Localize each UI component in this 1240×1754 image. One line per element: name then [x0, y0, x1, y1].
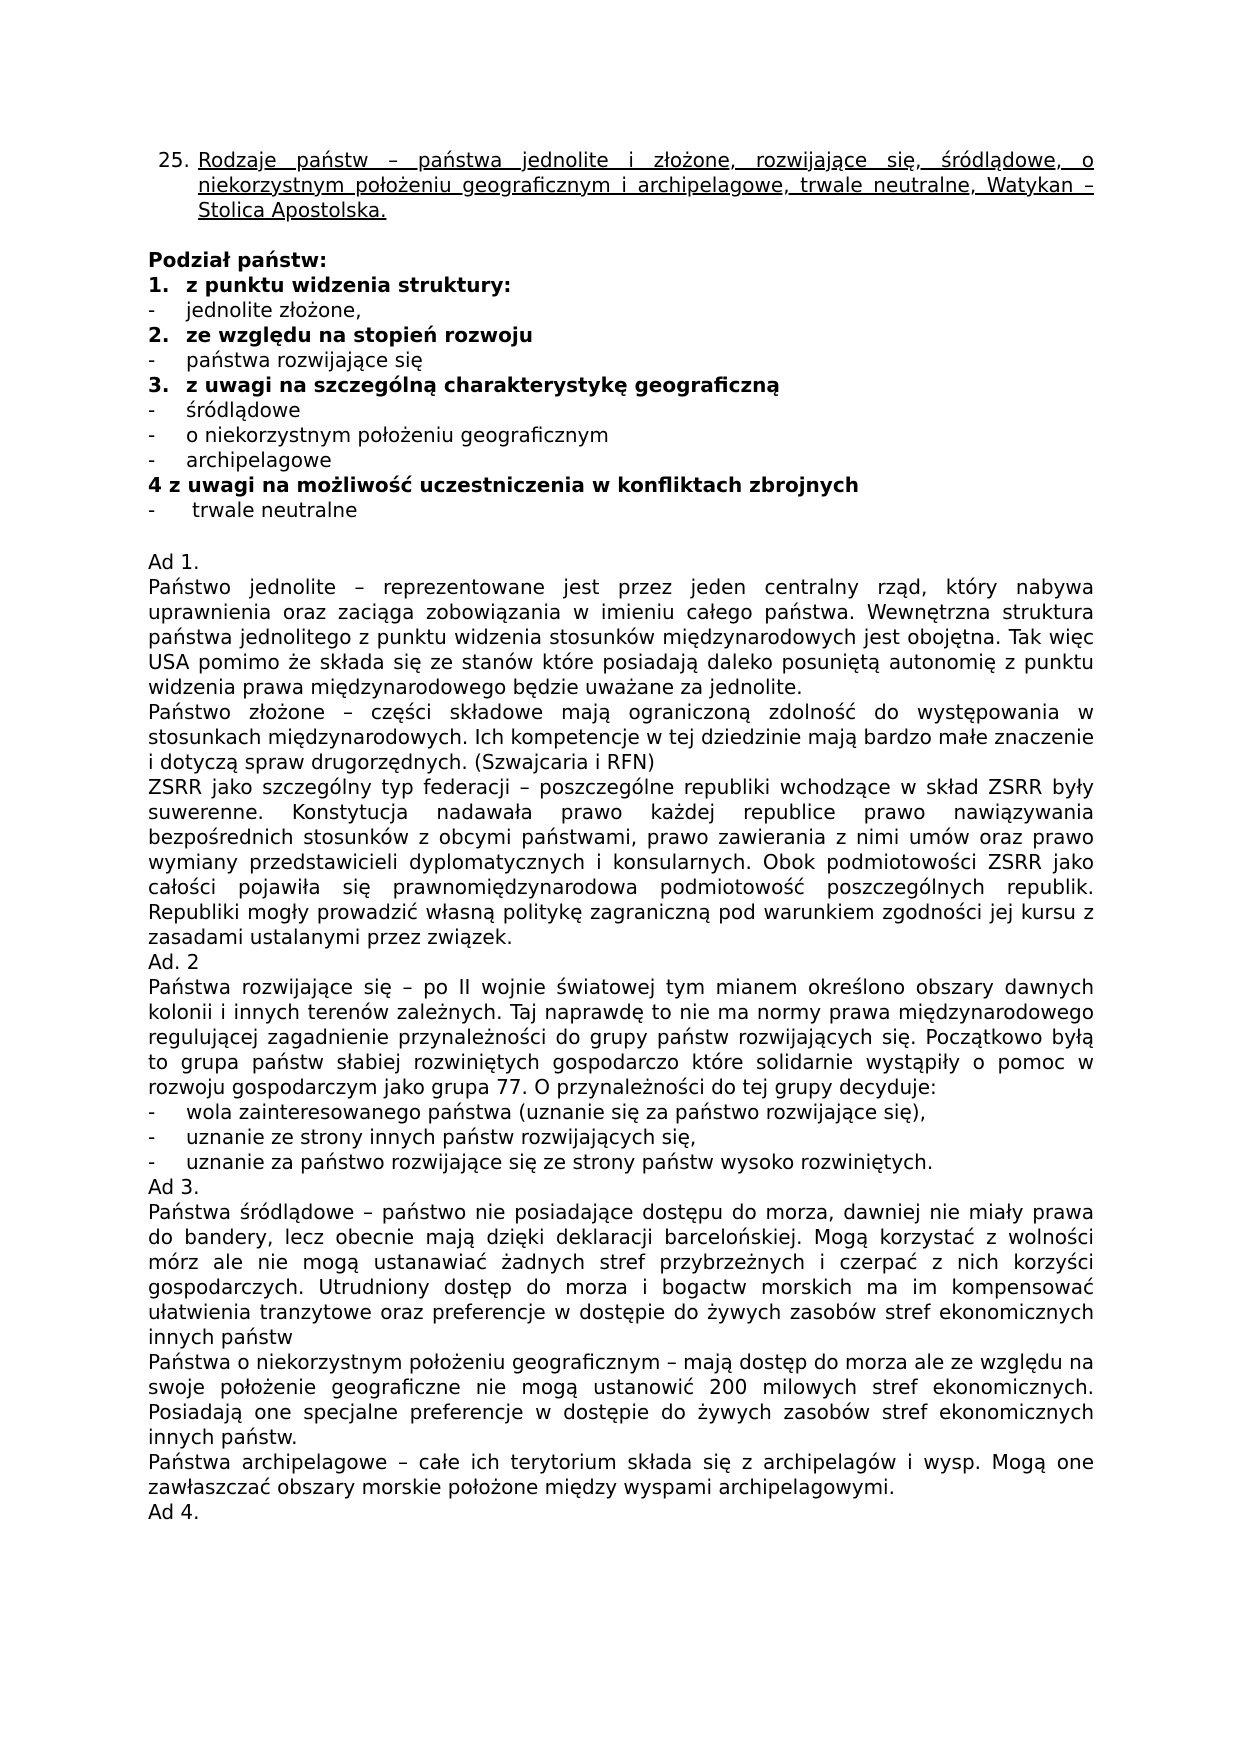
item-label: archipelagowe [186, 448, 332, 472]
paragraph: Państwa śródlądowe – państwo nie posiadające dostępu do morza, dawniej nie miały prawa do bandery, lecz obecnie mają dzięki deklaracji barcelońskiej. Mogą korzystać z wolności mórz ale nie mogą ustanawiać żadnych stref przybrzeżnych i czerpać z nich korzyści gospodarczych. Utrudniony dostęp do morza i bogactw morskich ma im kompensować ułatwienia tranzytowe oraz preferencje w dostępie do żywych zasobów stref ekonomicznych innych państw [148, 1200, 1094, 1349]
ad-heading-1: Ad 1. [148, 550, 200, 574]
item-label: państwa rozwijające się [186, 348, 423, 372]
dash-marker: - [148, 1125, 156, 1149]
list-item-text: uznanie ze strony innych państw rozwijających się, [186, 1125, 697, 1149]
category-marker: 2. [148, 323, 170, 347]
list-item-text: wola zainteresowanego państwa (uznanie się za państwo rozwijające się), [186, 1100, 926, 1124]
outline-item [148, 423, 1094, 448]
outline-category-2 [148, 323, 1094, 348]
list-item [148, 1125, 1094, 1150]
category-marker: 3. [148, 373, 170, 397]
dash-marker: - [148, 448, 156, 472]
outline-item [148, 348, 1094, 373]
category-label: ze względu na stopień rozwoju [186, 323, 533, 347]
ad-heading-3: Ad 3. [148, 1175, 200, 1199]
outline-category-1 [148, 273, 1094, 298]
outline-title: Podział państw: [148, 248, 328, 272]
section-number: 25. [158, 148, 190, 172]
dash-marker: - [148, 348, 156, 372]
ad-heading-4: Ad 4. [148, 1500, 200, 1524]
dash-marker: - [148, 398, 156, 422]
item-label: śródlądowe [186, 398, 301, 422]
outline-item [148, 398, 1094, 423]
list-item [148, 1150, 1094, 1175]
section-heading [158, 148, 1094, 223]
outline-item [148, 498, 1094, 523]
item-label: jednolite złożone, [186, 298, 362, 322]
outline-item [148, 448, 1094, 473]
outline-item [148, 298, 1094, 323]
outline-category-4: 4 z uwagi na możliwość uczestniczenia w konfliktach zbrojnych [148, 473, 859, 497]
category-label: z uwagi na szczególną charakterystykę geograficzną [186, 373, 780, 397]
classification-outline [148, 248, 1094, 523]
paragraph: Państwo jednolite – reprezentowane jest przez jeden centralny rząd, który nabywa uprawnienia oraz zaciąga zobowiązania w imieniu całego państwa. Wewnętrzna struktura państwa jednolitego z punktu widzenia stosunków międzynarodowych jest obojętna. Tak więc USA pomimo że składa się ze stanów które posiadają daleko posuniętą autonomię z punktu widzenia prawa międzynarodowego będzie uważane za jednolite. [148, 575, 1094, 699]
dash-marker: - [148, 498, 156, 522]
list-item [148, 1100, 1094, 1125]
category-marker: 1. [148, 273, 170, 297]
list-item-text: uznanie za państwo rozwijające się ze strony państw wysoko rozwiniętych. [186, 1150, 934, 1174]
item-label: o niekorzystnym położeniu geograficznym [186, 423, 609, 447]
paragraph: ZSRR jako szczególny typ federacji – poszczególne republiki wchodzące w skład ZSRR były suwerenne. Konstytucja nadawała prawo każdej republice prawo nawiązywania bezpośrednich stosunków z obcymi państwami, prawo zawierania z nimi umów oraz prawo wymiany przedstawicieli dyplomatycznych i konsularnych. Obok podmiotowości ZSRR jako całości pojawiła się prawnomiędzynarodowa podmiotowość poszczególnych republik. Republiki mogły prowadzić własną politykę zagraniczną pod warunkiem zgodności jej kursu z zasadami ustalanymi przez związek. [148, 775, 1094, 949]
paragraph: Państwa o niekorzystnym położeniu geograficznym – mają dostęp do morza ale ze względu na swoje położenie geograficzne nie mogą ustanowić 200 milowych stref ekonomicznych. Posiadają one specjalne preferencje w dostępie do żywych zasobów stref ekonomicznych innych państw. [148, 1350, 1094, 1449]
dash-marker: - [148, 423, 156, 447]
item-label: trwale neutralne [192, 498, 358, 522]
dash-marker: - [148, 1100, 156, 1124]
paragraph: Państwa archipelagowe – całe ich terytorium składa się z archipelagów i wysp. Mogą one zawłaszczać obszary morskie położone między wyspami archipelagowymi. [148, 1450, 1094, 1499]
dash-marker: - [148, 298, 156, 322]
paragraph: Państwa rozwijające się – po II wojnie światowej tym mianem określono obszary dawnych kolonii i innych terenów zależnych. Taj naprawdę to nie ma normy prawa międzynarodowego regulującej zagadnienie przynależności do grupy państw rozwijających się. Początkowo byłą to grupa państw słabiej rozwiniętych gospodarczo które solidarnie wystąpiły o pomoc w rozwoju gospodarczym jako grupa 77. O przynależności do tej grupy decyduje: [148, 975, 1094, 1099]
dash-marker: - [148, 1150, 156, 1174]
section-title: Rodzaje państw – państwa jednolite i złożone, rozwijające się, śródlądowe, o niekorzystnym położeniu geograficznym i archipelagowe, trwale neutralne, Watykan – Stolica Apostolska. [198, 148, 1094, 222]
paragraph: Państwo złożone – części składowe mają ograniczoną zdolność do występowania w stosunkach międzynarodowych. Ich kompetencje w tej dziedzinie mają bardzo małe znaczenie i dotyczą spraw drugorzędnych. (Szwajcaria i RFN) [148, 700, 1095, 774]
outline-category-3 [148, 373, 1094, 398]
category-label: z punktu widzenia struktury: [186, 273, 512, 297]
ad-heading-2: Ad. 2 [148, 950, 200, 974]
document-body [148, 550, 1094, 1525]
